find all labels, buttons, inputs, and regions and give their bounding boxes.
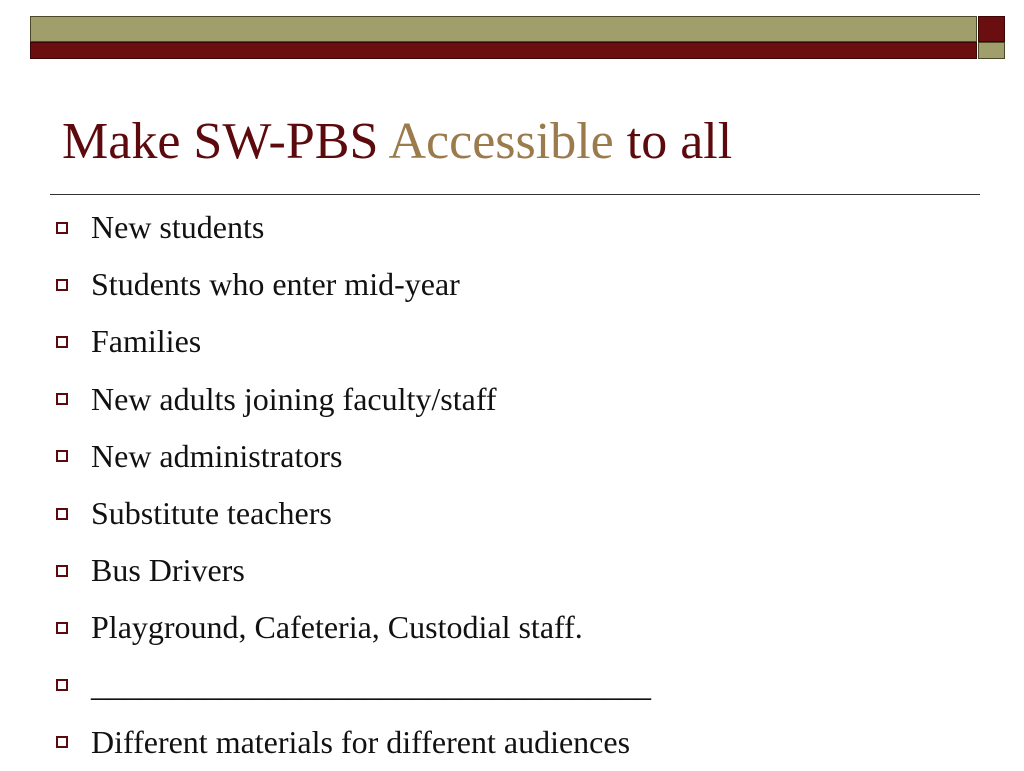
hollow-square-icon: [56, 450, 68, 462]
slide-title: [62, 112, 732, 172]
hollow-square-icon: [56, 336, 68, 348]
hollow-square-icon: [56, 508, 68, 520]
title-text-end: to all: [613, 113, 733, 170]
bullet-text: Students who enter mid-year: [91, 266, 460, 303]
bullet-text: Playground, Cafeteria, Custodial staff.: [91, 609, 583, 646]
hollow-square-icon: [56, 622, 68, 634]
title-text-start: Make SW-PBS: [62, 113, 389, 170]
hollow-square-icon: [56, 736, 68, 748]
list-item: [56, 371, 651, 428]
title-accent-word: Accessible: [388, 113, 614, 170]
list-item: [56, 542, 651, 599]
list-item: [56, 199, 651, 256]
list-item: [56, 485, 651, 542]
banner-maroon-bar: [30, 42, 977, 59]
title-underline: [50, 194, 980, 195]
bullet-text: New adults joining faculty/staff: [91, 380, 497, 417]
header-banner: [30, 16, 1005, 59]
list-item: [56, 313, 651, 370]
list-item: [56, 599, 651, 656]
bullet-text: Bus Drivers: [91, 552, 245, 589]
hollow-square-icon: [56, 565, 68, 577]
list-item: [56, 428, 651, 485]
bullet-text: ___________________________________: [91, 666, 651, 703]
list-item: [56, 657, 651, 714]
bullet-list: [56, 199, 651, 771]
banner-maroon-square: [978, 16, 1005, 42]
banner-olive-square: [978, 42, 1005, 59]
bullet-text: Different materials for different audiences: [91, 723, 631, 760]
hollow-square-icon: [56, 222, 68, 234]
list-item: [56, 256, 651, 313]
hollow-square-icon: [56, 279, 68, 291]
bullet-text: Substitute teachers: [91, 495, 332, 532]
hollow-square-icon: [56, 393, 68, 405]
bullet-text: Families: [91, 323, 202, 360]
bullet-text: New administrators: [91, 437, 343, 474]
list-item: [56, 714, 651, 771]
bullet-text: New students: [91, 209, 265, 246]
hollow-square-icon: [56, 679, 68, 691]
banner-olive-bar: [30, 16, 977, 42]
